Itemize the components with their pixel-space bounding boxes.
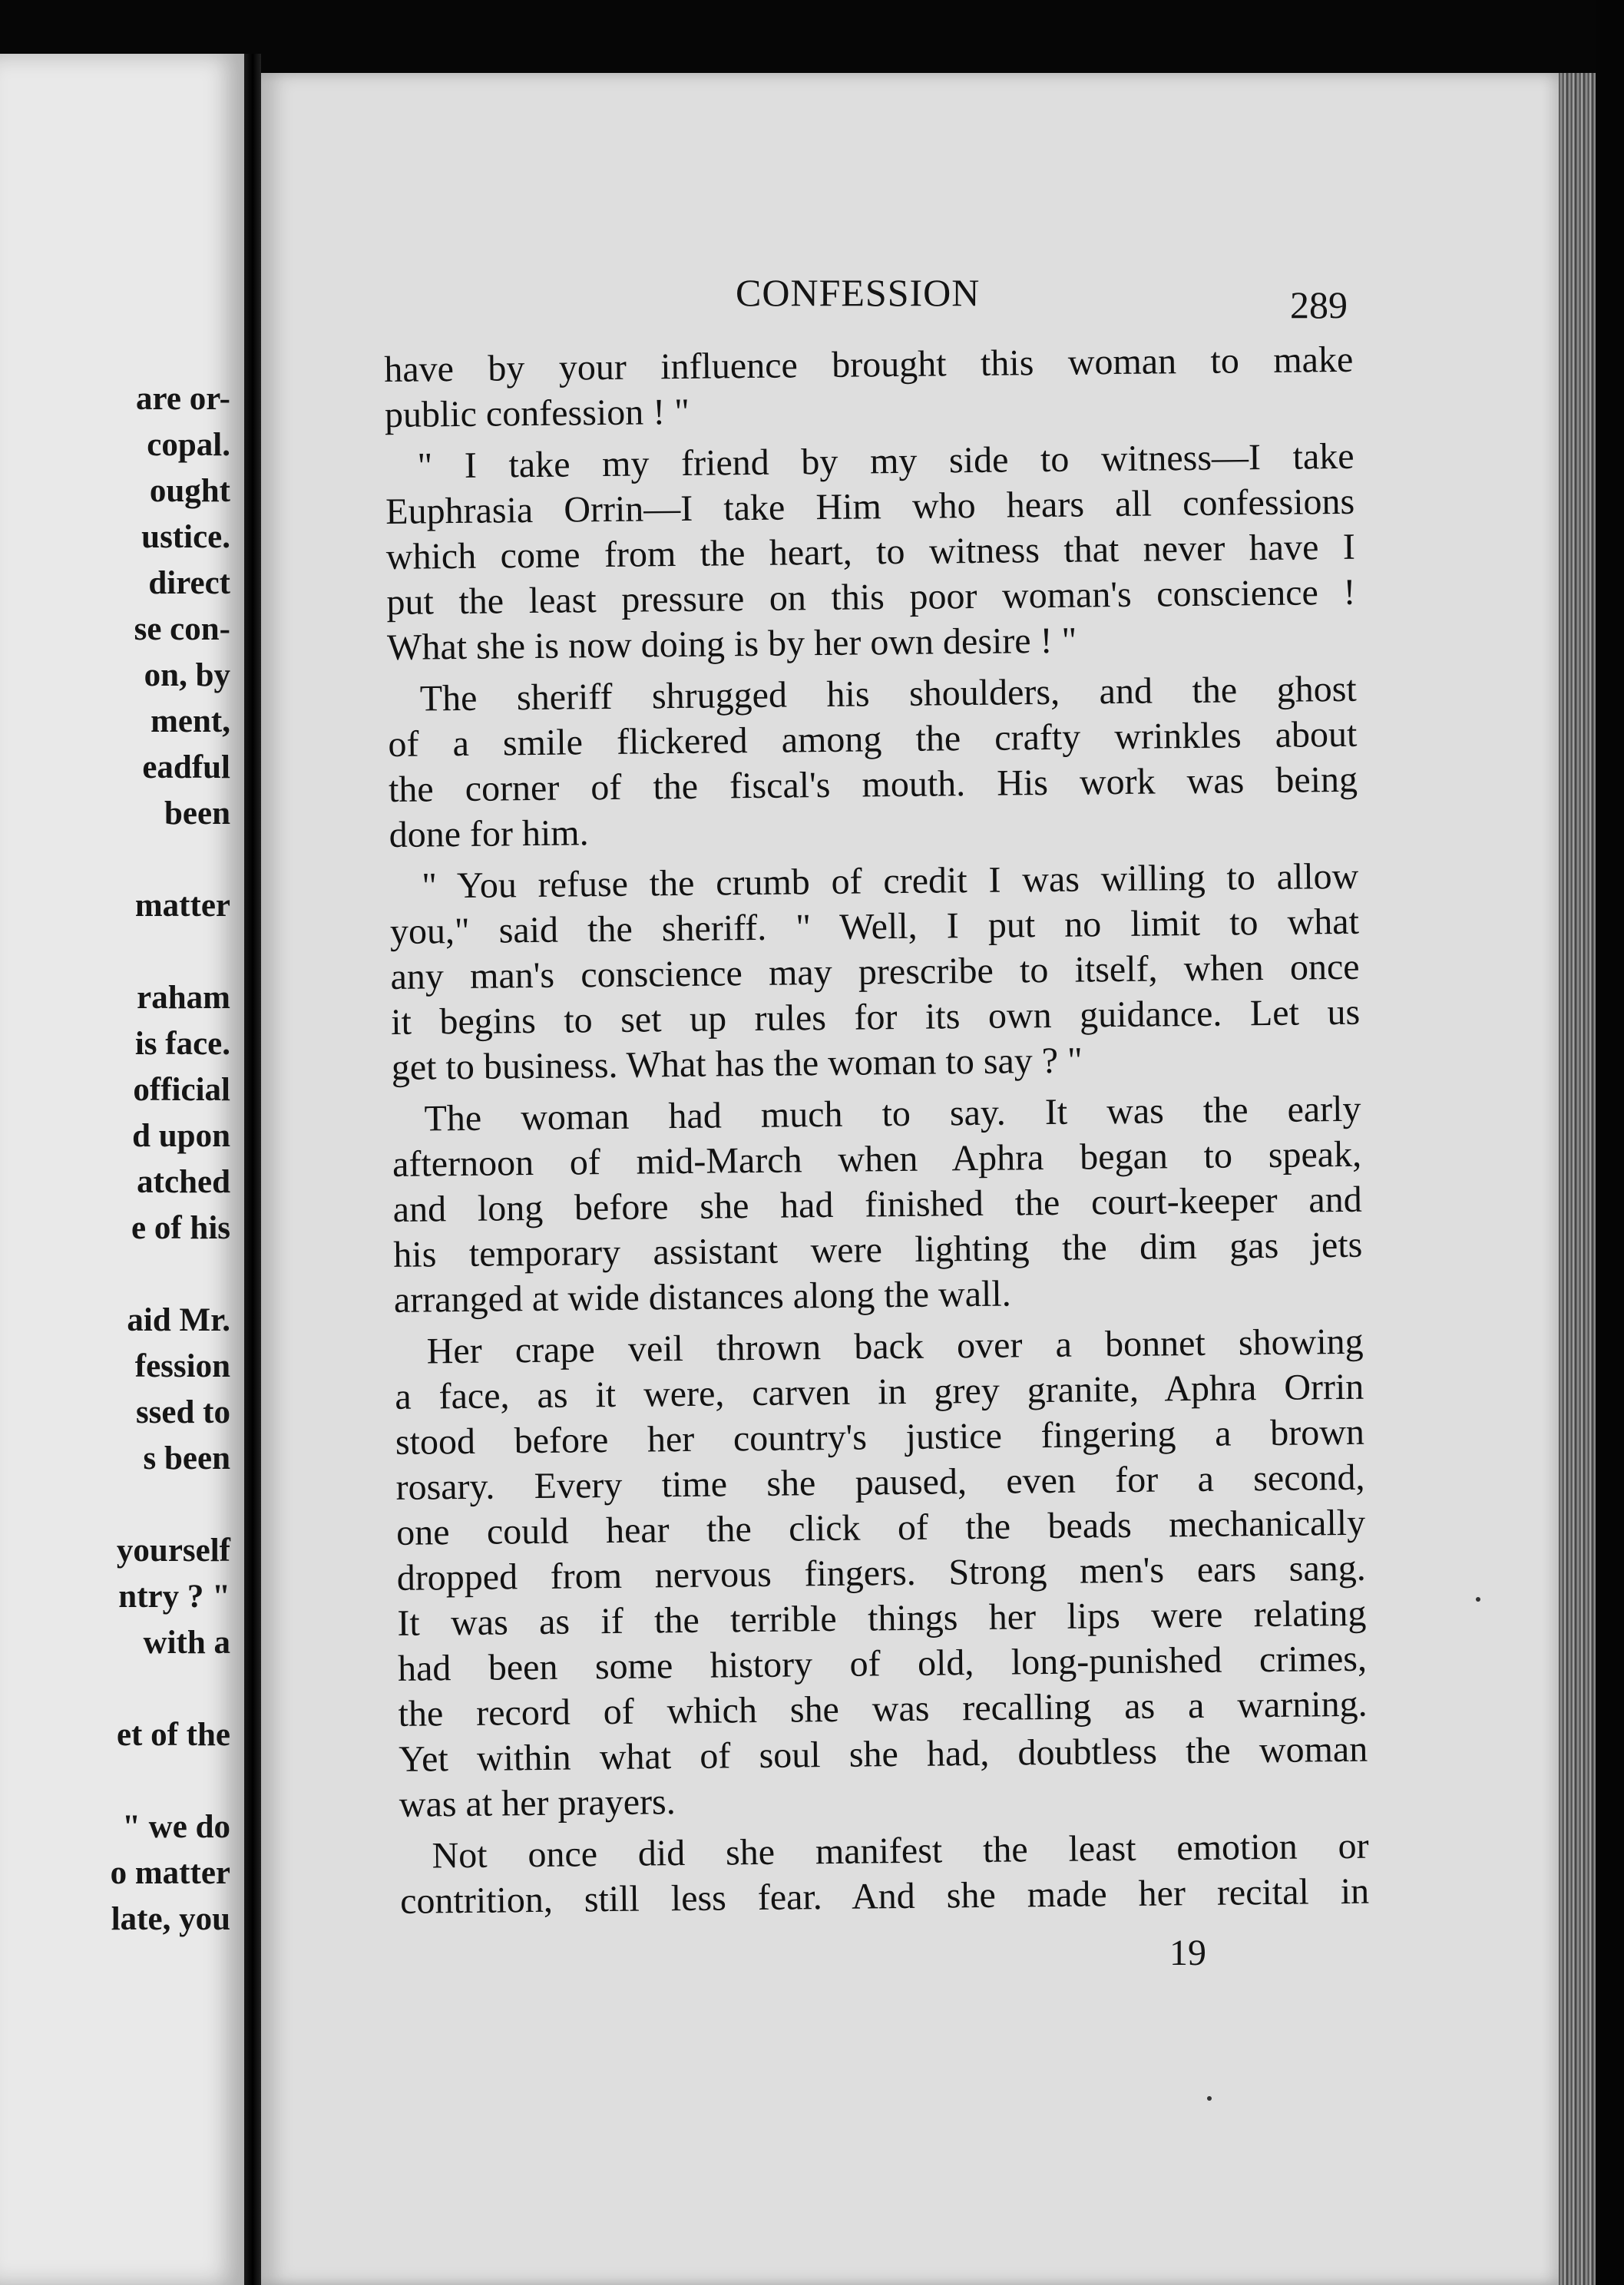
- facing-page-line: ought: [149, 473, 230, 509]
- facing-page-line: s been: [143, 1440, 230, 1476]
- facing-page-line: [0, 1252, 230, 1298]
- page-number: 289: [1290, 283, 1348, 326]
- text-line: Not once did she manifest the least emotion or: [432, 1825, 1369, 1877]
- text-line: of a smile flickered among the crafty wrinkles about: [388, 713, 1358, 765]
- text-line: any man's conscience may prescribe to itself, when once: [390, 946, 1360, 997]
- paragraph: [384, 337, 1354, 438]
- facing-page-line: [0, 1666, 230, 1712]
- text-line: dropped from nervous fingers. Strong men's ears sang.: [396, 1547, 1366, 1599]
- facing-page-line: with a: [143, 1625, 230, 1661]
- paragraph: [385, 434, 1356, 670]
- dust-speck: [1476, 1597, 1480, 1602]
- text-line: get to business. What has the woman to say ? ": [391, 1040, 1083, 1088]
- facing-page-line: atched: [137, 1164, 230, 1200]
- facing-page-line: aid Mr.: [127, 1302, 230, 1338]
- facing-page-line: ment,: [150, 703, 230, 739]
- facing-page-text: [0, 376, 230, 1943]
- facing-page-line: [0, 929, 230, 975]
- text-line: put the least pressure on this poor woman's conscience !: [386, 571, 1356, 623]
- text-line: his temporary assistant were lighting the dim gas jets: [393, 1224, 1363, 1275]
- text-line: Her crape veil thrown back over a bonnet showing: [426, 1321, 1364, 1372]
- facing-page-line: o matter: [110, 1855, 230, 1891]
- text-line: What she is now doing is by her own desire ! ": [386, 620, 1077, 668]
- paragraph: [389, 854, 1361, 1090]
- facing-page-line: et of the: [116, 1717, 230, 1753]
- text-line: It was as if the terrible things her lips were relating: [397, 1592, 1367, 1644]
- text-line: public confession ! ": [384, 391, 690, 435]
- text-line: arranged at wide distances along the wall.: [393, 1273, 1011, 1321]
- text-line: Euphrasia Orrin—I take Him who hears all confessions: [385, 481, 1355, 532]
- text-line: afternoon of mid-March when Aphra began to speak,: [392, 1133, 1362, 1185]
- facing-page-line: [0, 1758, 230, 1804]
- book-gutter: [244, 54, 261, 2285]
- facing-page-line: e of his: [131, 1210, 230, 1246]
- text-line: The sheriff shrugged his shoulders, and the ghost: [419, 668, 1358, 719]
- facing-page-line: [0, 1482, 230, 1528]
- paragraph: [392, 1086, 1363, 1323]
- facing-page-line: se con-: [134, 611, 230, 647]
- facing-page-line: " we do: [122, 1809, 230, 1845]
- text-line: had been some history of old, long-punished crimes,: [397, 1638, 1368, 1689]
- text-line: a face, as it were, carven in grey granite, Aphra Orrin: [395, 1366, 1364, 1417]
- dust-speck: [1207, 2096, 1212, 2101]
- facing-page-line: been: [164, 795, 230, 832]
- text-line: which come from the heart, to witness that never have I: [385, 526, 1356, 577]
- facing-page-line: yourself: [116, 1533, 230, 1569]
- facing-page-line: [0, 837, 230, 883]
- facing-page-line: official: [133, 1072, 230, 1108]
- facing-page-line: d upon: [132, 1118, 230, 1154]
- text-line: and long before she had finished the court-keeper and: [392, 1179, 1362, 1230]
- text-line: was at her prayers.: [399, 1781, 676, 1825]
- facing-page-line: are or-: [136, 381, 230, 417]
- text-line: the record of which she was recalling as a warning.: [398, 1683, 1368, 1734]
- text-line: stood before her country's justice fingering a brown: [395, 1411, 1365, 1463]
- facing-page-line: ustice.: [141, 519, 230, 555]
- text-line: you," said the sheriff. " Well, I put no limit to what: [389, 901, 1360, 952]
- facing-page-line: on, by: [144, 657, 230, 693]
- text-line: it begins to set up rules for its own guidance. Let us: [390, 991, 1361, 1043]
- running-head: CONFESSION: [736, 271, 981, 314]
- text-line: done for him.: [389, 812, 589, 855]
- text-line: contrition, still less fear. And she made her recital in: [399, 1870, 1370, 1922]
- facing-page-line: ssed to: [135, 1394, 230, 1430]
- paragraph: [399, 1824, 1369, 1924]
- text-line: Yet within what of soul she had, doubtless the woman: [398, 1728, 1368, 1780]
- text-line: rosary. Every time she paused, even for a second,: [395, 1457, 1365, 1508]
- facing-page-line: ntry ? ": [118, 1579, 230, 1615]
- facing-page-line: is face.: [134, 1026, 230, 1062]
- text-line: " I take my friend by my side to witness—I take: [417, 435, 1354, 487]
- facing-page-line: fession: [134, 1348, 230, 1384]
- body-text: [384, 337, 1370, 1930]
- scan-background: [1596, 0, 1624, 2285]
- text-line: one could hear the click of the beads mechanically: [395, 1502, 1366, 1553]
- signature-mark: 19: [1169, 1933, 1206, 1973]
- facing-page-line: copal.: [147, 427, 230, 463]
- page-edges: [1559, 73, 1596, 2285]
- paragraph: [394, 1319, 1368, 1827]
- text-line: The woman had much to say. It was the early: [424, 1088, 1361, 1139]
- paragraph: [387, 666, 1358, 858]
- text-line: " You refuse the crumb of credit I was willing to allow: [422, 855, 1359, 907]
- facing-page-line: matter: [134, 888, 230, 924]
- text-line: the corner of the fiscal's mouth. His work was being: [388, 759, 1358, 810]
- facing-page-line: raham: [137, 980, 230, 1016]
- text-line: have by your influence brought this woman to make: [384, 339, 1354, 390]
- facing-page-line: direct: [148, 565, 230, 601]
- facing-page-line: late, you: [111, 1901, 230, 1937]
- facing-page-left: [0, 54, 244, 2285]
- facing-page-line: eadful: [142, 749, 230, 785]
